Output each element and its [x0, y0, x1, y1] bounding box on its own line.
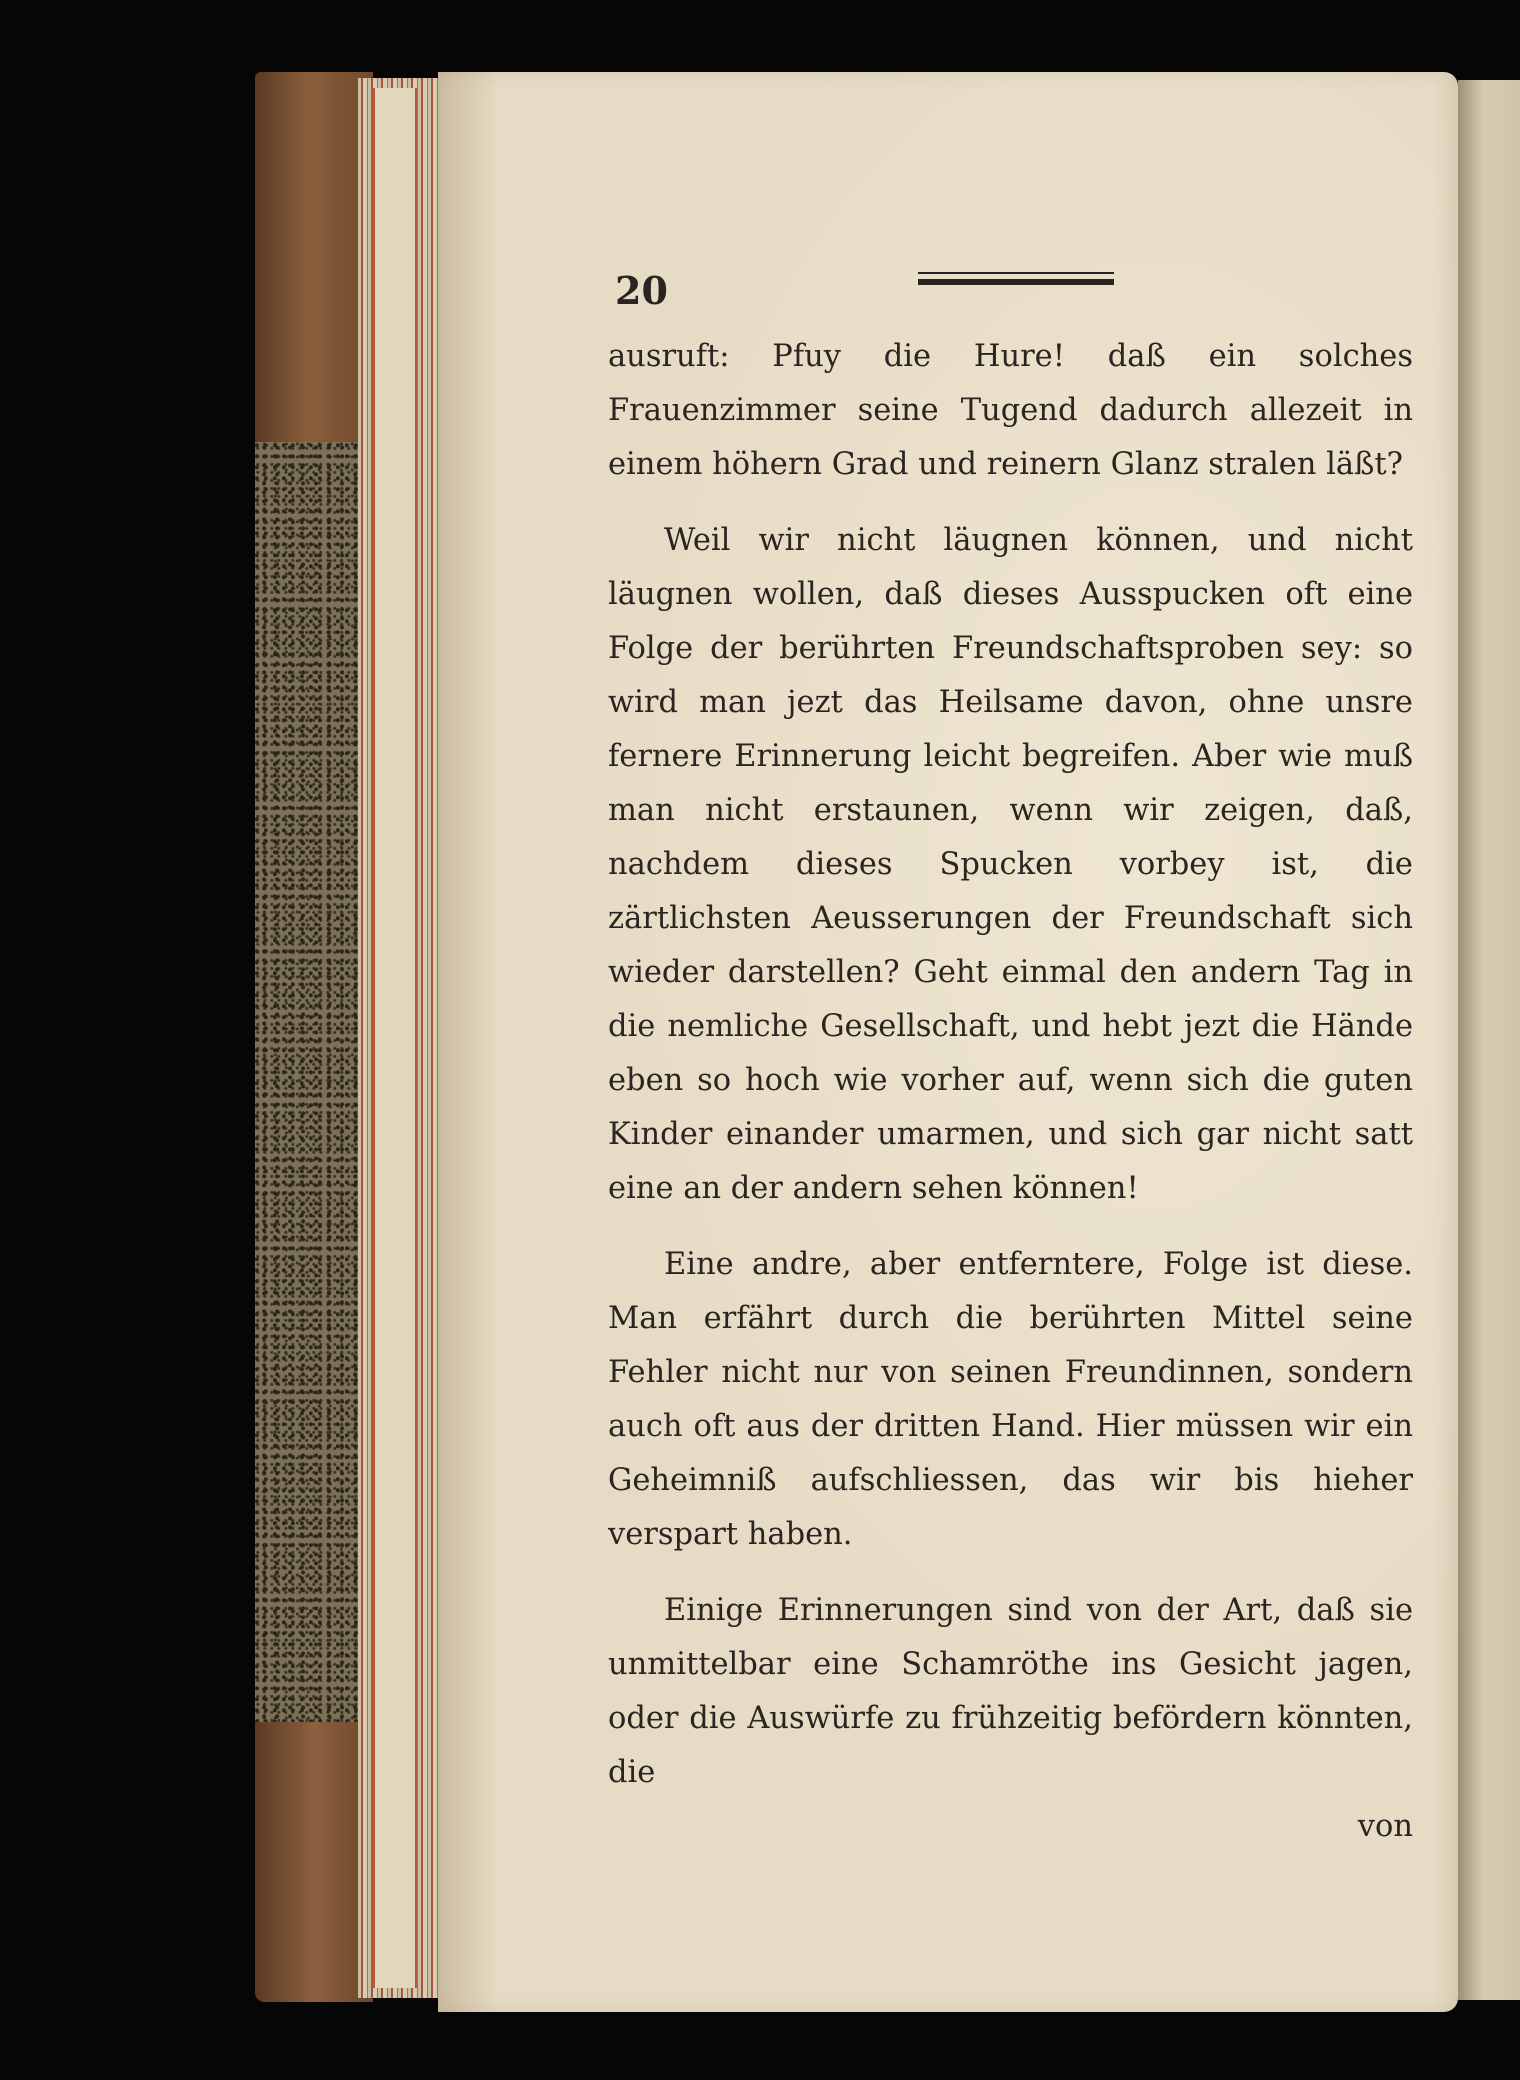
header-rule-thin [918, 272, 1114, 274]
paragraph-4: Einige Erinnerungen sind von der Art, daß sie unmittelbar eine Schamröthe ins Gesicht jagen, oder die Auswürfe zu frühzeitig befördern könnten, die [608, 1593, 1413, 1790]
catchword: von [1357, 1809, 1413, 1844]
paragraph-2: Weil wir nicht läugnen können, und nicht läugnen wollen, daß dieses Ausspucken oft eine Folge der berührten Freundschaftsproben sey: so wird man jezt das Heilsame davon, ohne unsre fernere Erinnerung leicht begreifen. Aber wie muß man nicht erstaunen, wenn wir zeigen, daß, nachdem dieses Spucken vorbey ist, die zärtlichsten Aeusserungen der Freundschaft sich wieder darstellen? Geht einmal den andern Tag in die nemliche Gesellschaft, und hebt jezt die Hände eben so hoch wie vorher auf, wenn sich die guten Kinder einander umarmen, und sich gar nicht satt eine an der andern sehen können! [608, 523, 1413, 1206]
facing-page-edge [1458, 80, 1520, 2000]
header-rule-thick [918, 279, 1114, 285]
page-number: 20 [615, 268, 668, 313]
book-cover [255, 72, 373, 2002]
paragraph-1: ausruft: Pfuy die Hure! daß ein solches Frauenzimmer seine Tugend dadurch allezeit in einem höhern Grad und reinern Glanz stralen läßt? [608, 339, 1413, 482]
page-edges-inner [372, 88, 417, 1988]
paragraph-3: Eine andre, aber entferntere, Folge ist diese. Man erfährt durch die berührten Mittel seine Fehler nicht nur von seinen Freundinnen, sondern auch oft aus der dritten Hand. Hier müssen wir ein Geheimniß aufschliessen, das wir bis hieher verspart haben. [608, 1247, 1413, 1552]
cover-marbled-paper [255, 442, 373, 1722]
cover-leather-top [255, 72, 373, 442]
cover-leather-bottom [255, 1722, 373, 2002]
header-rule [918, 272, 1114, 290]
body-text [608, 330, 1413, 1854]
